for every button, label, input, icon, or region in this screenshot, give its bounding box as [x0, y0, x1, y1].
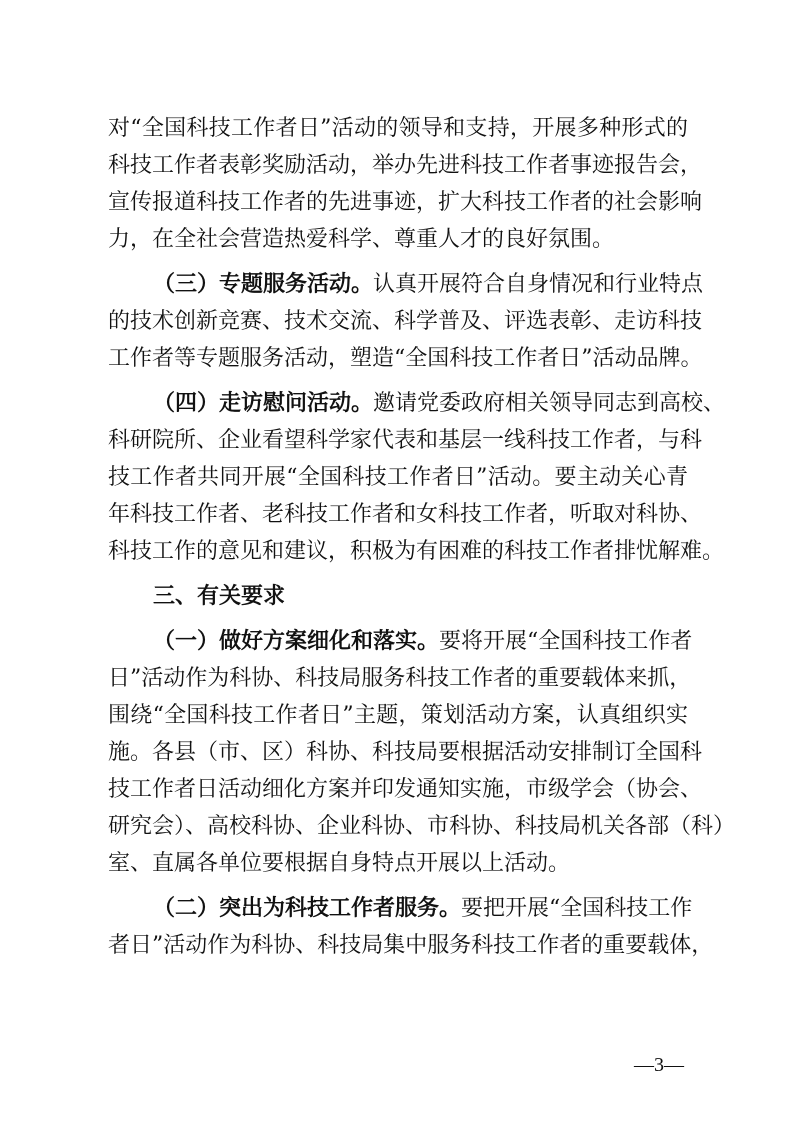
paragraph-first-line	[153, 895, 693, 923]
paragraph-text: 认真开展符合自身情况和行业特点	[373, 272, 704, 297]
paragraph-lead: （二）突出为科技工作者服务。	[153, 896, 462, 921]
paragraph-line: 施。各县（市、区）科协、科技局要根据活动安排制订全国科	[108, 740, 703, 765]
paragraph-line: 年科技工作者、老科技工作者和女科技工作者，听取对科协、	[108, 502, 703, 527]
paragraph-line: 科技工作的意见和建议，积极为有困难的科技工作者排忧解难。	[108, 539, 725, 564]
paragraph-line: 宣传报道科技工作者的先进事迹，扩大科技工作者的社会影响	[108, 190, 703, 215]
paragraph-text: 邀请党委政府相关领导同志到高校、	[373, 391, 726, 416]
paragraph-lead: （三）专题服务活动。	[153, 272, 374, 297]
paragraph-line: 技工作者共同开展“全国科技工作者日”活动。要主动关心青	[108, 465, 688, 490]
paragraph-first-line	[153, 628, 693, 656]
paragraph-line: 技工作者日活动细化方案并印发通知实施，市级学会（协会、	[108, 777, 703, 802]
paragraph-line: 日”活动作为科协、科技局服务科技工作者的重要载体来抓，	[108, 666, 692, 691]
paragraph-line: 围绕“全国科技工作者日”主题，策划活动方案，认真组织实	[108, 703, 688, 728]
paragraph-line: 工作者等专题服务活动，塑造“全国科技工作者日”活动品牌。	[108, 346, 703, 371]
paragraph-line: 力，在全社会营造热爱科学、尊重人才的良好氛围。	[108, 227, 615, 252]
paragraph-text: 要把开展“全国科技工作	[461, 896, 693, 921]
paragraph-lead: （一）做好方案细化和落实。	[153, 629, 440, 654]
page-number: —3—	[634, 1054, 684, 1076]
paragraph-line: 科技工作者表彰奖励活动，举办先进科技工作者事迹报告会，	[108, 153, 703, 178]
section-heading: 三、有关要求	[153, 584, 286, 609]
paragraph-line: 者日”活动作为科协、科技局集中服务科技工作者的重要载体，	[108, 933, 714, 958]
paragraph-line: 科研院所、企业看望科学家代表和基层一线科技工作者，与科	[108, 428, 703, 453]
paragraph-lead: （四）走访慰问活动。	[153, 391, 374, 416]
paragraph-line: 对“全国科技工作者日”活动的领导和支持，开展多种形式的	[108, 116, 688, 141]
paragraph-text: 要将开展“全国科技工作者	[439, 629, 693, 654]
paragraph-first-line	[153, 271, 704, 299]
paragraph-line: 研究会）、高校科协、企业科协、市科协、科技局机关各部（科）	[108, 814, 736, 839]
paragraph-line: 室、直属各单位要根据自身特点开展以上活动。	[108, 851, 571, 876]
paragraph-first-line	[153, 390, 726, 418]
paragraph-line: 的技术创新竞赛、技术交流、科学普及、评选表彰、走访科技	[108, 309, 703, 334]
